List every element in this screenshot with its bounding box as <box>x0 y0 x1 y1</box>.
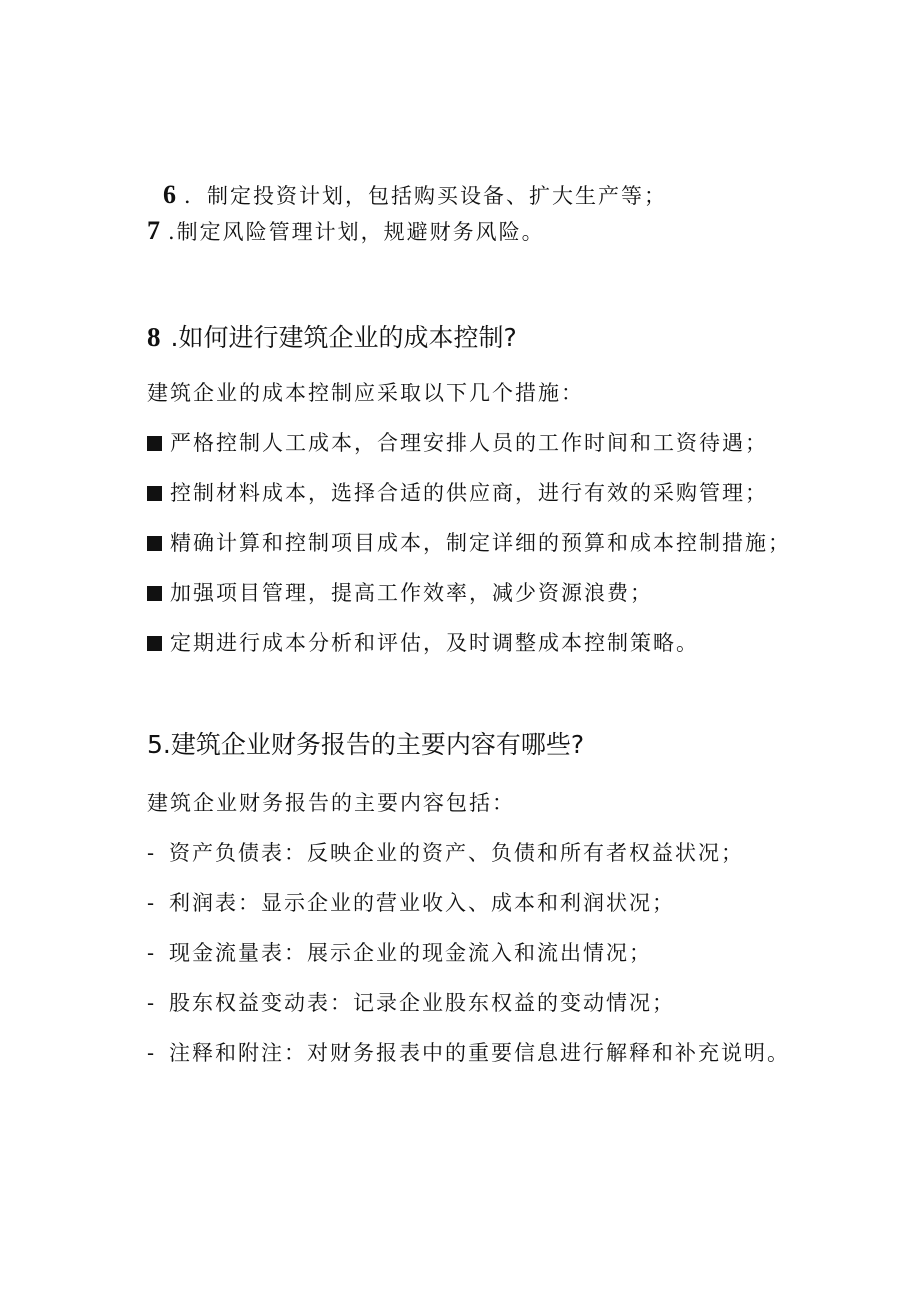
list-item-text: 现金流量表：展示企业的现金流入和流出情况； <box>169 941 652 965</box>
list-item <box>147 528 791 558</box>
list-item <box>147 478 768 508</box>
square-bullet-icon <box>147 636 162 651</box>
square-bullet-icon <box>147 536 162 551</box>
square-bullet-icon <box>147 486 162 501</box>
list-item-text: 严格控制人工成本，合理安排人员的工作时间和工资待遇； <box>170 431 768 455</box>
list-item-text: 控制材料成本，选择合适的供应商，进行有效的采购管理； <box>170 481 768 505</box>
dash-bullet: - <box>147 991 155 1015</box>
list-item <box>147 888 675 918</box>
item-text: .制定风险管理计划，规避财务风险。 <box>168 220 545 244</box>
dash-bullet: - <box>147 891 155 915</box>
square-bullet-icon <box>147 586 162 601</box>
list-item-text: 精确计算和控制项目成本，制定详细的预算和成本控制措施； <box>170 531 791 555</box>
item-number: 7 <box>147 216 160 245</box>
section-5-heading: 5.建筑企业财务报告的主要内容有哪些? <box>147 730 585 759</box>
section-5-intro: 建筑企业财务报告的主要内容包括： <box>147 791 515 815</box>
list-item <box>147 428 768 458</box>
square-bullet-icon <box>147 436 162 451</box>
dash-bullet: - <box>147 1041 155 1065</box>
list-item <box>147 838 744 868</box>
list-item <box>147 938 652 968</box>
list-item-text: 资产负债表：反映企业的资产、负债和所有者权益状况； <box>169 841 744 865</box>
numbered-item-7 <box>147 216 545 247</box>
list-item-text: 定期进行成本分析和评估，及时调整成本控制策略。 <box>170 631 699 655</box>
dash-bullet: - <box>147 841 155 865</box>
section-8-intro: 建筑企业的成本控制应采取以下几个措施： <box>147 381 584 405</box>
list-item <box>147 988 675 1018</box>
item-text: ．制定投资计划，包括购买设备、扩大生产等； <box>184 184 667 208</box>
list-item-text: 加强项目管理，提高工作效率，减少资源浪费； <box>170 581 653 605</box>
section-8-heading <box>147 320 517 355</box>
list-item <box>147 628 699 658</box>
list-item-text: 利润表：显示企业的营业收入、成本和利润状况； <box>169 891 675 915</box>
item-number: 6 <box>163 180 176 209</box>
list-item-text: 股东权益变动表：记录企业股东权益的变动情况； <box>169 991 675 1015</box>
list-item <box>147 578 653 608</box>
section-number: 8 <box>147 322 161 352</box>
list-item-text: 注释和附注：对财务报表中的重要信息进行解释和补充说明。 <box>169 1041 790 1065</box>
dash-bullet: - <box>147 941 155 965</box>
list-item <box>147 1038 790 1068</box>
section-title: .如何进行建筑企业的成本控制? <box>170 323 517 352</box>
numbered-item-6 <box>163 180 667 211</box>
